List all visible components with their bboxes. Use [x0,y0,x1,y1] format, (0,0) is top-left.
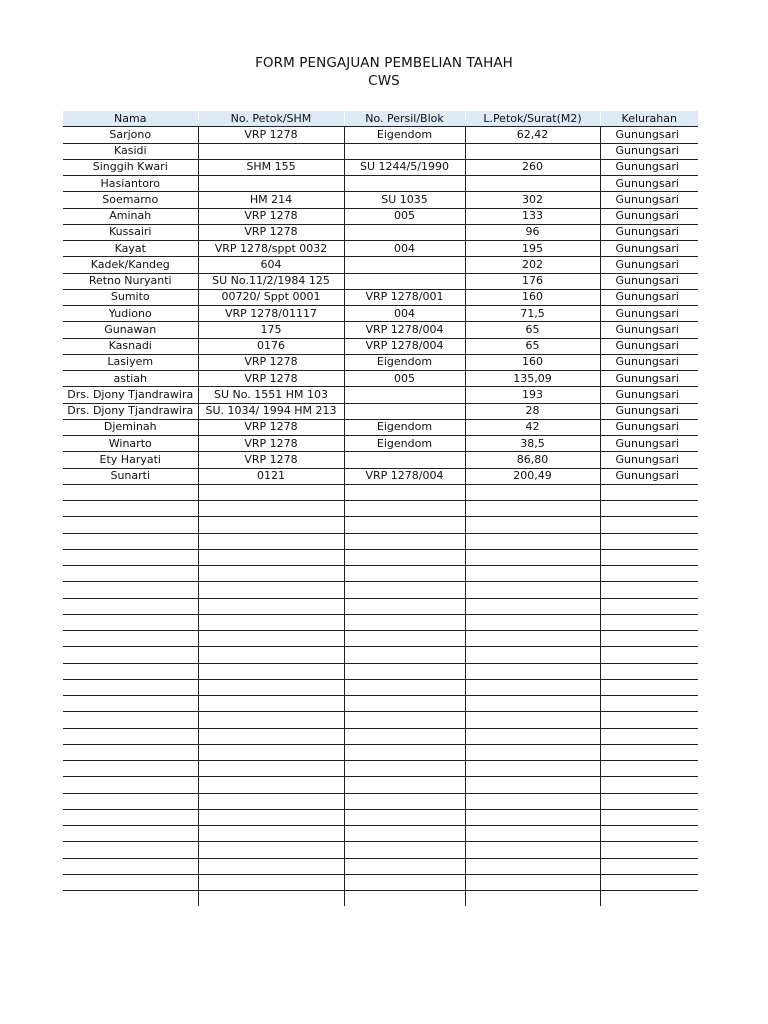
cell-luas: 65 [465,322,600,338]
cell-nama [63,777,198,793]
cell-petok-shm [198,809,344,825]
table-row [63,289,698,305]
blank-row [63,501,698,517]
cell-luas: 160 [465,289,600,305]
cell-nama [63,858,198,874]
cell-kelurahan [600,826,698,842]
cell-petok-shm [198,874,344,890]
cell-kelurahan [600,549,698,565]
cell-kelurahan: Gunungsari [600,403,698,419]
cell-petok-shm [198,517,344,533]
blank-row [63,549,698,565]
header-nama: Nama [63,111,198,127]
cell-luas: 65 [465,338,600,354]
cell-petok-shm [198,549,344,565]
cell-petok-shm [198,858,344,874]
cell-kelurahan: Gunungsari [600,224,698,240]
cell-nama [63,744,198,760]
cell-nama [63,842,198,858]
cell-nama [63,517,198,533]
cell-kelurahan [600,842,698,858]
cell-nama [63,566,198,582]
cell-kelurahan [600,777,698,793]
cell-persil-blok [344,614,465,630]
cell-nama [63,598,198,614]
cell-nama [63,663,198,679]
cell-nama [63,728,198,744]
cell-nama: Drs. Djony Tjandrawira [63,403,198,419]
cell-persil-blok [344,598,465,614]
cell-persil-blok: SU 1244/5/1990 [344,159,465,175]
cell-petok-shm [198,777,344,793]
cell-luas: 195 [465,241,600,257]
cell-persil-blok [344,842,465,858]
cell-nama: Winarto [63,436,198,452]
cell-persil-blok: 005 [344,371,465,387]
cell-nama: Singgih Kwari [63,159,198,175]
cell-luas [465,614,600,630]
cell-petok-shm [198,582,344,598]
cell-nama: Yudiono [63,306,198,322]
cell-kelurahan [600,728,698,744]
cell-luas: 86,80 [465,452,600,468]
cell-nama [63,549,198,565]
cell-persil-blok [344,679,465,695]
cell-petok-shm [198,647,344,663]
cell-petok-shm: VRP 1278 [198,127,344,143]
cell-nama [63,793,198,809]
cell-persil-blok: VRP 1278/004 [344,468,465,484]
cell-persil-blok [344,696,465,712]
blank-row [63,598,698,614]
cell-persil-blok [344,761,465,777]
cell-luas [465,598,600,614]
blank-row [63,761,698,777]
cell-persil-blok: Eigendom [344,127,465,143]
table-row [63,371,698,387]
cell-nama: Aminah [63,208,198,224]
cell-persil-blok [344,452,465,468]
cell-luas: 42 [465,419,600,435]
cell-petok-shm [198,533,344,549]
cell-luas [465,566,600,582]
blank-row [63,679,698,695]
cell-petok-shm: VRP 1278 [198,354,344,370]
cell-persil-blok [344,712,465,728]
cell-nama: Sumito [63,289,198,305]
blank-row [63,858,698,874]
cell-nama: Kayat [63,241,198,257]
cell-luas: 200,49 [465,468,600,484]
cell-petok-shm [198,744,344,760]
cell-persil-blok [344,858,465,874]
cell-petok-shm [198,501,344,517]
table-row [63,322,698,338]
table-row [63,159,698,175]
cell-kelurahan [600,631,698,647]
cell-luas: 260 [465,159,600,175]
cell-petok-shm [198,696,344,712]
cell-nama [63,582,198,598]
cell-petok-shm: SU. 1034/ 1994 HM 213 [198,403,344,419]
cell-luas: 96 [465,224,600,240]
cell-kelurahan [600,744,698,760]
cell-kelurahan [600,761,698,777]
cell-luas [465,582,600,598]
cell-luas [465,517,600,533]
table-row [63,143,698,159]
cell-petok-shm: 00720/ Sppt 0001 [198,289,344,305]
cell-nama: Kasidi [63,143,198,159]
cell-kelurahan: Gunungsari [600,127,698,143]
cell-petok-shm [198,484,344,500]
cell-kelurahan: Gunungsari [600,452,698,468]
cell-petok-shm [198,566,344,582]
cell-luas [465,744,600,760]
cell-petok-shm [198,712,344,728]
cell-luas: 38,5 [465,436,600,452]
cell-persil-blok [344,728,465,744]
cell-luas [465,484,600,500]
cell-kelurahan: Gunungsari [600,241,698,257]
blank-row [63,728,698,744]
cell-persil-blok [344,647,465,663]
blank-row [63,631,698,647]
table-row [63,436,698,452]
table-row [63,273,698,289]
table-row [63,224,698,240]
cell-persil-blok [344,501,465,517]
header-kelurahan: Kelurahan [600,111,698,127]
cell-persil-blok: 004 [344,306,465,322]
cell-persil-blok [344,891,465,907]
table-row [63,306,698,322]
cell-nama: Kasnadi [63,338,198,354]
cell-persil-blok [344,826,465,842]
header-luas: L.Petok/Surat(M2) [465,111,600,127]
cell-nama [63,647,198,663]
cell-petok-shm [198,826,344,842]
cell-petok-shm [198,614,344,630]
blank-row [63,777,698,793]
table-body [63,127,698,907]
cell-nama: Drs. Djony Tjandrawira [63,387,198,403]
form-title: FORM PENGAJUAN PEMBELIAN TAHAH [255,55,513,71]
cell-kelurahan [600,809,698,825]
cell-luas [465,809,600,825]
cell-petok-shm: VRP 1278 [198,436,344,452]
land-table [63,111,698,906]
cell-kelurahan: Gunungsari [600,273,698,289]
table-row [63,387,698,403]
cell-kelurahan: Gunungsari [600,143,698,159]
cell-nama: Sarjono [63,127,198,143]
table-row [63,403,698,419]
cell-persil-blok [344,663,465,679]
cell-persil-blok [344,631,465,647]
cell-luas: 62,42 [465,127,600,143]
cell-nama [63,501,198,517]
cell-nama: Soemarno [63,192,198,208]
cell-luas [465,728,600,744]
cell-nama [63,696,198,712]
cell-nama [63,712,198,728]
cell-luas [465,143,600,159]
cell-nama: Kussairi [63,224,198,240]
cell-luas [465,647,600,663]
cell-petok-shm [198,176,344,192]
cell-kelurahan: Gunungsari [600,306,698,322]
cell-petok-shm: SU No. 1551 HM 103 [198,387,344,403]
cell-kelurahan [600,663,698,679]
cell-persil-blok: Eigendom [344,354,465,370]
cell-persil-blok [344,517,465,533]
cell-petok-shm: 0121 [198,468,344,484]
blank-row [63,663,698,679]
blank-row [63,696,698,712]
cell-kelurahan [600,533,698,549]
cell-persil-blok [344,777,465,793]
cell-nama [63,533,198,549]
blank-row [63,533,698,549]
cell-kelurahan [600,647,698,663]
cell-kelurahan [600,712,698,728]
cell-kelurahan: Gunungsari [600,257,698,273]
cell-luas [465,826,600,842]
cell-persil-blok [344,387,465,403]
cell-petok-shm [198,598,344,614]
cell-luas [465,777,600,793]
table-row [63,338,698,354]
cell-persil-blok [344,533,465,549]
cell-petok-shm: 604 [198,257,344,273]
cell-luas [465,533,600,549]
cell-persil-blok [344,744,465,760]
cell-luas [465,712,600,728]
cell-luas: 160 [465,354,600,370]
cell-persil-blok [344,224,465,240]
cell-persil-blok: Eigendom [344,436,465,452]
cell-kelurahan [600,566,698,582]
cell-kelurahan: Gunungsari [600,289,698,305]
table-row [63,192,698,208]
form-subtitle: CWS [368,73,400,89]
cell-persil-blok: 004 [344,241,465,257]
header-persil-blok: No. Persil/Blok [344,111,465,127]
blank-row [63,712,698,728]
cell-nama [63,614,198,630]
cell-nama: astiah [63,371,198,387]
table-row [63,127,698,143]
cell-petok-shm: VRP 1278 [198,371,344,387]
cell-nama: Hasiantoro [63,176,198,192]
cell-nama [63,761,198,777]
cell-luas: 176 [465,273,600,289]
cell-kelurahan [600,696,698,712]
cell-luas [465,842,600,858]
table-row [63,176,698,192]
cell-nama [63,874,198,890]
cell-persil-blok: VRP 1278/004 [344,338,465,354]
cell-luas [465,793,600,809]
cell-persil-blok: VRP 1278/001 [344,289,465,305]
cell-kelurahan: Gunungsari [600,419,698,435]
table-row [63,419,698,435]
cell-kelurahan [600,874,698,890]
cell-nama: Lasiyem [63,354,198,370]
cell-kelurahan: Gunungsari [600,338,698,354]
cell-kelurahan [600,484,698,500]
cell-petok-shm: HM 214 [198,192,344,208]
cell-petok-shm [198,143,344,159]
cell-kelurahan [600,891,698,907]
blank-row [63,809,698,825]
cell-nama: Gunawan [63,322,198,338]
table-row [63,241,698,257]
cell-petok-shm: SU No.11/2/1984 125 [198,273,344,289]
cell-persil-blok [344,176,465,192]
cell-nama [63,826,198,842]
cell-luas [465,696,600,712]
blank-row [63,582,698,598]
cell-kelurahan [600,501,698,517]
cell-luas: 71,5 [465,306,600,322]
cell-petok-shm: VRP 1278 [198,452,344,468]
table-header [63,111,698,127]
cell-petok-shm: 0176 [198,338,344,354]
cell-persil-blok [344,549,465,565]
cell-kelurahan: Gunungsari [600,387,698,403]
cell-kelurahan: Gunungsari [600,322,698,338]
cell-petok-shm: VRP 1278 [198,208,344,224]
cell-persil-blok [344,403,465,419]
cell-persil-blok: 005 [344,208,465,224]
cell-luas [465,501,600,517]
cell-nama: Sunarti [63,468,198,484]
blank-row [63,484,698,500]
cell-luas [465,761,600,777]
cell-persil-blok [344,273,465,289]
header-row [63,111,698,127]
cell-kelurahan: Gunungsari [600,371,698,387]
cell-nama: Kadek/Kandeg [63,257,198,273]
cell-luas: 193 [465,387,600,403]
table-row [63,208,698,224]
cell-nama [63,891,198,907]
cell-petok-shm [198,891,344,907]
cell-luas [465,891,600,907]
cell-luas: 28 [465,403,600,419]
cell-kelurahan: Gunungsari [600,176,698,192]
cell-luas [465,631,600,647]
table-row [63,257,698,273]
cell-nama [63,679,198,695]
cell-nama: Retno Nuryanti [63,273,198,289]
cell-kelurahan [600,517,698,533]
cell-persil-blok [344,566,465,582]
cell-persil-blok: Eigendom [344,419,465,435]
cell-persil-blok [344,484,465,500]
cell-nama [63,484,198,500]
cell-persil-blok: VRP 1278/004 [344,322,465,338]
blank-row [63,874,698,890]
cell-luas [465,176,600,192]
cell-kelurahan: Gunungsari [600,354,698,370]
table-row [63,354,698,370]
cell-petok-shm: VRP 1278 [198,224,344,240]
cell-kelurahan [600,858,698,874]
blank-row [63,826,698,842]
cell-petok-shm: 175 [198,322,344,338]
cell-petok-shm: VRP 1278/01117 [198,306,344,322]
cell-petok-shm [198,728,344,744]
cell-petok-shm [198,631,344,647]
cell-kelurahan: Gunungsari [600,468,698,484]
cell-kelurahan [600,598,698,614]
cell-luas: 133 [465,208,600,224]
cell-kelurahan [600,582,698,598]
cell-petok-shm: VRP 1278 [198,419,344,435]
blank-row [63,744,698,760]
blank-row [63,793,698,809]
cell-luas: 202 [465,257,600,273]
cell-luas: 302 [465,192,600,208]
cell-nama [63,809,198,825]
cell-petok-shm [198,842,344,858]
cell-persil-blok [344,809,465,825]
cell-petok-shm [198,793,344,809]
blank-row [63,614,698,630]
blank-row [63,891,698,907]
blank-row [63,517,698,533]
cell-persil-blok [344,793,465,809]
cell-kelurahan: Gunungsari [600,159,698,175]
cell-kelurahan [600,679,698,695]
table-row [63,468,698,484]
cell-kelurahan: Gunungsari [600,208,698,224]
cell-petok-shm [198,679,344,695]
table-row [63,452,698,468]
cell-luas: 135,09 [465,371,600,387]
cell-petok-shm [198,663,344,679]
blank-row [63,647,698,663]
cell-persil-blok [344,143,465,159]
cell-luas [465,679,600,695]
blank-row [63,566,698,582]
cell-persil-blok [344,257,465,273]
cell-nama: Ety Haryati [63,452,198,468]
cell-petok-shm: VRP 1278/sppt 0032 [198,241,344,257]
cell-kelurahan [600,614,698,630]
cell-luas [465,663,600,679]
cell-kelurahan [600,793,698,809]
cell-luas [465,549,600,565]
header-petok-shm: No. Petok/SHM [198,111,344,127]
cell-nama [63,631,198,647]
cell-persil-blok [344,874,465,890]
cell-nama: Djeminah [63,419,198,435]
cell-luas [465,874,600,890]
cell-persil-blok [344,582,465,598]
cell-persil-blok: SU 1035 [344,192,465,208]
cell-luas [465,858,600,874]
blank-row [63,842,698,858]
cell-petok-shm: SHM 155 [198,159,344,175]
cell-petok-shm [198,761,344,777]
cell-kelurahan: Gunungsari [600,436,698,452]
cell-kelurahan: Gunungsari [600,192,698,208]
